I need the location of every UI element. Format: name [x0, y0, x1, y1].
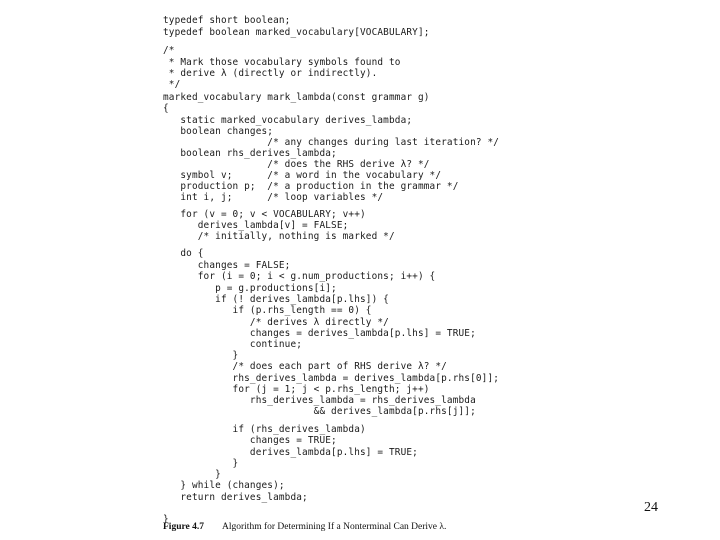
code-line: for (j = 1; j < p.rhs_length; j++): [163, 384, 430, 395]
figure-title: Algorithm for Determining If a Nonterminal Can Derive λ.: [222, 522, 447, 532]
code-line: boolean rhs_derives_lambda;: [163, 148, 337, 159]
code-line: boolean changes;: [163, 126, 274, 137]
code-line: */: [163, 79, 181, 90]
code-line: } while (changes);: [163, 480, 285, 491]
code-line: changes = derives_lambda[p.lhs] = TRUE;: [163, 328, 476, 339]
code-line: production p; /* a production in the grammar */: [163, 181, 459, 192]
figure-caption: [163, 522, 446, 532]
code-line: }: [163, 458, 239, 469]
code-line: * derive λ (directly or indirectly).: [163, 68, 378, 79]
code-line: if (p.rhs_length == 0) {: [163, 305, 372, 316]
code-line: /* does the RHS derive λ? */: [163, 159, 430, 170]
code-line: marked_vocabulary mark_lambda(const grammar g): [163, 92, 430, 103]
code-line: typedef boolean marked_vocabulary[VOCABULARY];: [163, 27, 430, 38]
code-line: if (! derives_lambda[p.lhs]) {: [163, 294, 389, 305]
code-line: /*: [163, 45, 175, 56]
code-line: static marked_vocabulary derives_lambda;: [163, 115, 413, 126]
code-line: {: [163, 103, 169, 114]
code-line: typedef short boolean;: [163, 15, 291, 26]
code-line: }: [163, 469, 221, 480]
code-line: symbol v; /* a word in the vocabulary */: [163, 170, 442, 181]
code-line: for (v = 0; v < VOCABULARY; v++): [163, 209, 366, 220]
code-line: p = g.productions[i];: [163, 283, 337, 294]
code-line: /* does each part of RHS derive λ? */: [163, 361, 447, 372]
code-line: derives_lambda[v] = FALSE;: [163, 220, 349, 231]
code-line: changes = TRUE;: [163, 435, 337, 446]
code-line: }: [163, 514, 169, 525]
code-line: && derives_lambda[p.rhs[j]];: [163, 406, 476, 417]
code-line: /* derives λ directly */: [163, 317, 389, 328]
code-line: do {: [163, 248, 204, 259]
code-line: if (rhs_derives_lambda): [163, 424, 366, 435]
code-line: return derives_lambda;: [163, 492, 308, 503]
code-line: continue;: [163, 339, 303, 350]
code-line: /* any changes during last iteration? */: [163, 137, 500, 148]
figure-label: Figure 4.7: [163, 522, 204, 532]
code-line: rhs_derives_lambda = rhs_derives_lambda: [163, 395, 476, 406]
code-line: * Mark those vocabulary symbols found to: [163, 57, 401, 68]
code-line: for (i = 0; i < g.num_productions; i++) {: [163, 271, 436, 282]
code-line: }: [163, 350, 239, 361]
code-line: derives_lambda[p.lhs] = TRUE;: [163, 447, 418, 458]
code-line: changes = FALSE;: [163, 260, 291, 271]
code-line: /* initially, nothing is marked */: [163, 231, 395, 242]
page-number: 24: [644, 500, 658, 515]
code-line: rhs_derives_lambda = derives_lambda[p.rhs[0]];: [163, 373, 500, 384]
code-line: int i, j; /* loop variables */: [163, 192, 384, 203]
